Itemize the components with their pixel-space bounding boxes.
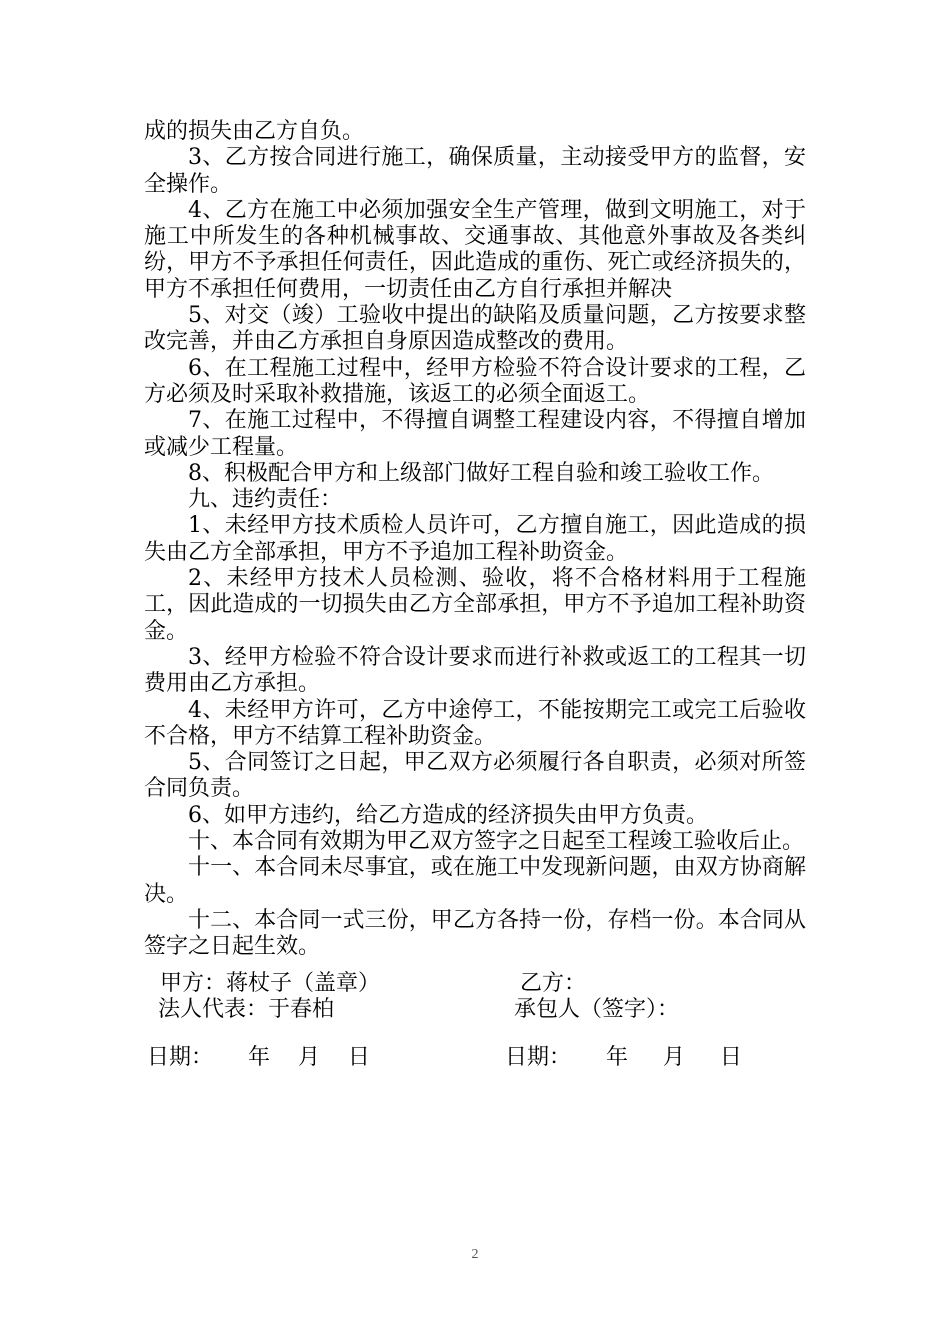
paragraph: 2、未经甲方技术人员检测、验收，将不合格材料用于工程施工，因此造成的一切损失由乙方全部承担，甲方不予追加工程补助资金。 xyxy=(144,566,806,644)
paragraph: 成的损失由乙方自负。 xyxy=(144,119,365,144)
section-heading: 九、违约责任： xyxy=(188,487,343,513)
paragraph: 3、乙方按合同进行施工，确保质量，主动接受甲方的监督，安全操作。 xyxy=(144,145,806,197)
paragraph: 1、未经甲方技术质检人员许可，乙方擅自施工，因此造成的损失由乙方全部承担，甲方不予追加工程补助资金。 xyxy=(144,513,806,565)
party-a-label: 甲方：蒋杖子（盖章） xyxy=(160,971,381,996)
paragraph: 十一、本合同未尽事宜，或在施工中发现新问题，由双方协商解决。 xyxy=(144,855,806,907)
paragraph: 十二、本合同一式三份，甲乙方各持一份，存档一份。本合同从签字之日起生效。 xyxy=(144,907,806,960)
paragraph: 十、本合同有效期为甲乙双方签字之日起至工程竣工验收后止。 xyxy=(188,829,805,855)
paragraph: 6、在工程施工过程中，经甲方检验不符合设计要求的工程，乙方必须及时采取补救措施，该返工的必须全面返工。 xyxy=(144,355,806,407)
paragraph: 3、经甲方检验不符合设计要求而进行补救或返工的工程其一切费用由乙方承担。 xyxy=(144,644,806,697)
party-b-label: 乙方： xyxy=(520,971,587,996)
paragraph: 5、对交（竣）工验收中提出的缺陷及质量问题，乙方按要求整改完善，并由乙方承担自身原因造成整改的费用。 xyxy=(144,303,806,355)
party-b-date: 日期： 年 月 日 xyxy=(505,1045,742,1070)
party-b-contractor-signature: 承包人（签字）： xyxy=(514,997,680,1022)
paragraph: 4、乙方在施工中必须加强安全生产管理，做到文明施工，对于施工中所发生的各种机械事故、交通事故、其他意外事故及各类纠纷，甲方不予承担任何责任，因此造成的重伤、死亡或经济损失的，甲方不承担任何费用，一切责任由乙方自行承担并解决 xyxy=(144,197,806,302)
paragraph: 5、合同签订之日起，甲乙双方必须履行各自职责，必须对所签合同负责。 xyxy=(144,750,806,802)
paragraph: 4、未经甲方许可，乙方中途停工，不能按期完工或完工后验收不合格，甲方不结算工程补助资金。 xyxy=(144,697,806,749)
paragraph: 6、如甲方违约，给乙方造成的经济损失由甲方负责。 xyxy=(188,802,708,828)
paragraph: 7、在施工过程中，不得擅自调整工程建设内容，不得擅自增加或减少工程量。 xyxy=(144,408,806,460)
contract-body xyxy=(144,119,806,961)
party-a-representative: 法人代表：于春柏 xyxy=(158,997,335,1022)
paragraph: 8、积极配合甲方和上级部门做好工程自验和竣工验收工作。 xyxy=(188,460,774,486)
page-number: 2 xyxy=(471,1247,479,1262)
party-a-date: 日期： 年 月 日 xyxy=(147,1045,370,1070)
